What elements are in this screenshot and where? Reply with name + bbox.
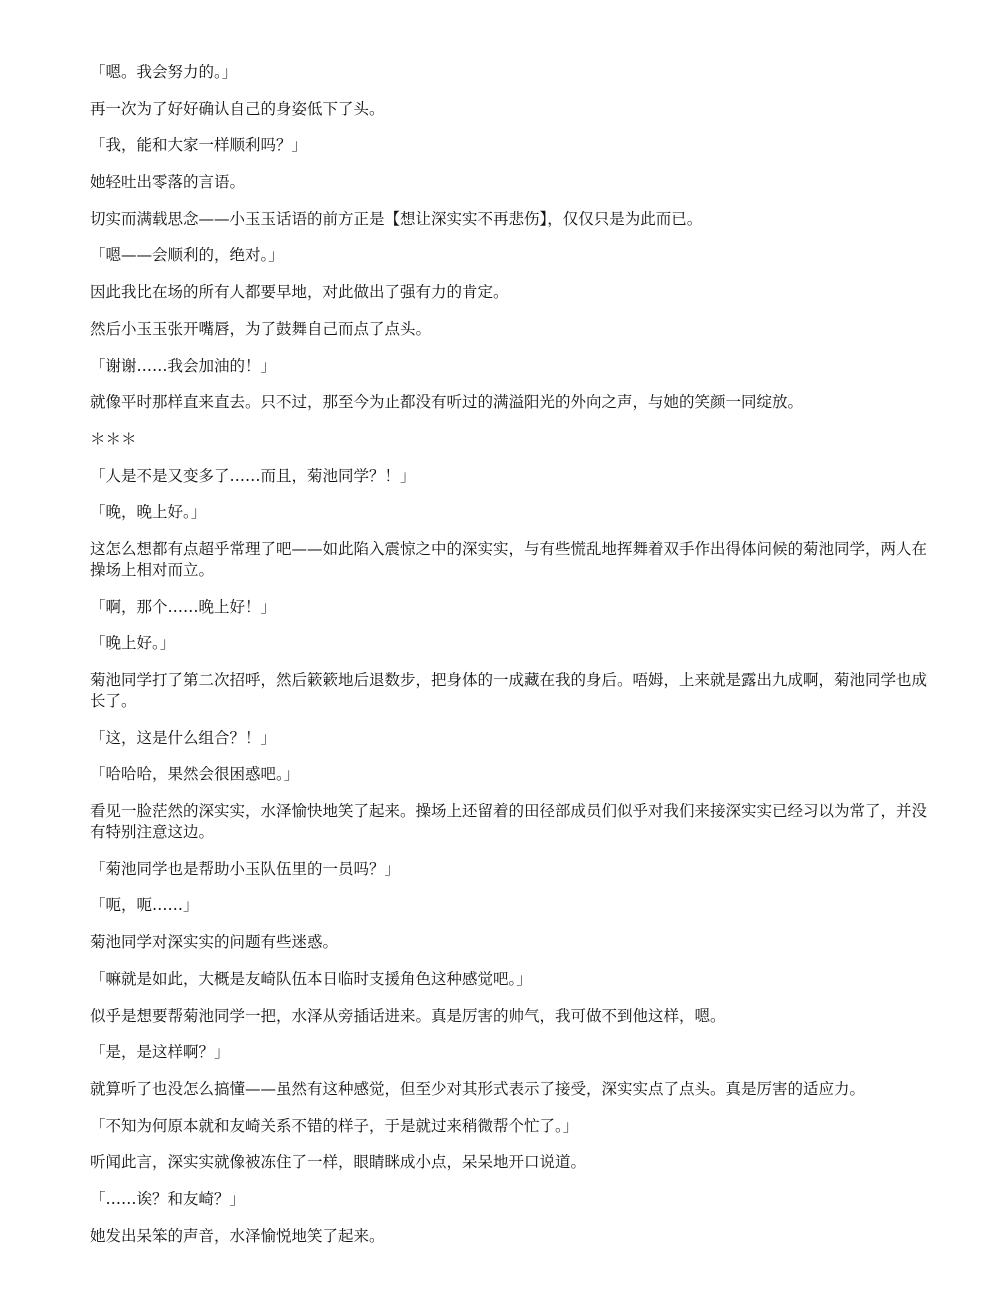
paragraph: 「嘛就是如此，大概是友崎队伍本日临时支援角色这种感觉吧。」 [90,969,532,988]
paragraph: 「哈哈哈，果然会很困惑吧。」 [90,765,300,784]
paragraph: 「我，能和大家一样顺利吗？」 [90,136,308,155]
paragraph: 「不知为何原本就和友崎关系不错的样子，于是就过来稍微帮个忙了。」 [90,1116,579,1135]
paragraph: 再一次为了好好确认自己的身姿低下了头。 [90,99,385,118]
paragraph: 「菊池同学也是帮助小玉队伍里的一员吗？」 [90,859,401,878]
paragraph: 菊池同学对深实实的问题有些迷惑。 [90,933,339,952]
paragraph: 「嗯——会顺利的，绝对。」 [90,246,284,265]
paragraph: 「晚上好。」 [90,634,176,653]
paragraph: 听闻此言，深实实就像被冻住了一样，眼睛眯成小点，呆呆地开口说道。 [90,1153,587,1172]
paragraph: 就像平时那样直来直去。只不过，那至今为止都没有听过的满溢阳光的外向之声，与她的笑颜一同绽放。 [90,393,804,412]
paragraph: 因此我比在场的所有人都要早地，对此做出了强有力的肯定。 [90,283,509,302]
paragraph: 看见一脸茫然的深实实，水泽愉快地笑了起来。操场上还留着的田径部成员们似乎对我们来接深实实已经习以为常了，并没有特别注意这边。 [90,802,928,842]
paragraph: 然后小玉玉张开嘴唇，为了鼓舞自己而点了点头。 [90,319,432,338]
paragraph: 「晚，晚上好。」 [90,503,207,522]
paragraph: 「是，是这样啊？」 [90,1043,230,1062]
paragraph: 「人是不是又变多了……而且，菊池同学？！」 [90,466,416,485]
paragraph: 这怎么想都有点超乎常理了吧——如此陷入震惊之中的深实实，与有些慌乱地挥舞着双手作出得体问候的菊池同学，两人在操场上相对而立。 [90,539,928,579]
paragraph: 就算听了也没怎么搞懂——虽然有这种感觉，但至少对其形式表示了接受，深实实点了点头。真是厉害的适应力。 [90,1079,866,1098]
paragraph: 她轻吐出零落的言语。 [90,173,246,192]
paragraph: 「啊，那个……晚上好！」 [90,597,277,616]
document-page [90,62,940,1262]
paragraph: 「这，这是什么组合？！」 [90,728,277,747]
paragraph: 菊池同学打了第二次招呼，然后簌簌地后退数步，把身体的一成藏在我的身后。唔姆，上来就是露出九成啊，菊池同学也成长了。 [90,671,928,710]
paragraph: 「谢谢……我会加油的！」 [90,356,277,375]
paragraph: 似乎是想要帮菊池同学一把，水泽从旁插话进来。真是厉害的帅气，我可做不到他这样，嗯。 [90,1006,726,1025]
paragraph: 「嗯。我会努力的。」 [90,63,238,81]
paragraph: 「呃，呃……」 [90,896,199,915]
paragraph: 切实而满载思念——小玉玉话语的前方正是【想让深实实不再悲伤】，仅仅只是为此而已。 [90,209,703,228]
paragraph: 她发出呆笨的声音，水泽愉悦地笑了起来。 [90,1226,385,1245]
scene-break: ＊＊＊ [90,429,137,448]
paragraph: 「……诶？和友崎？」 [90,1189,246,1208]
